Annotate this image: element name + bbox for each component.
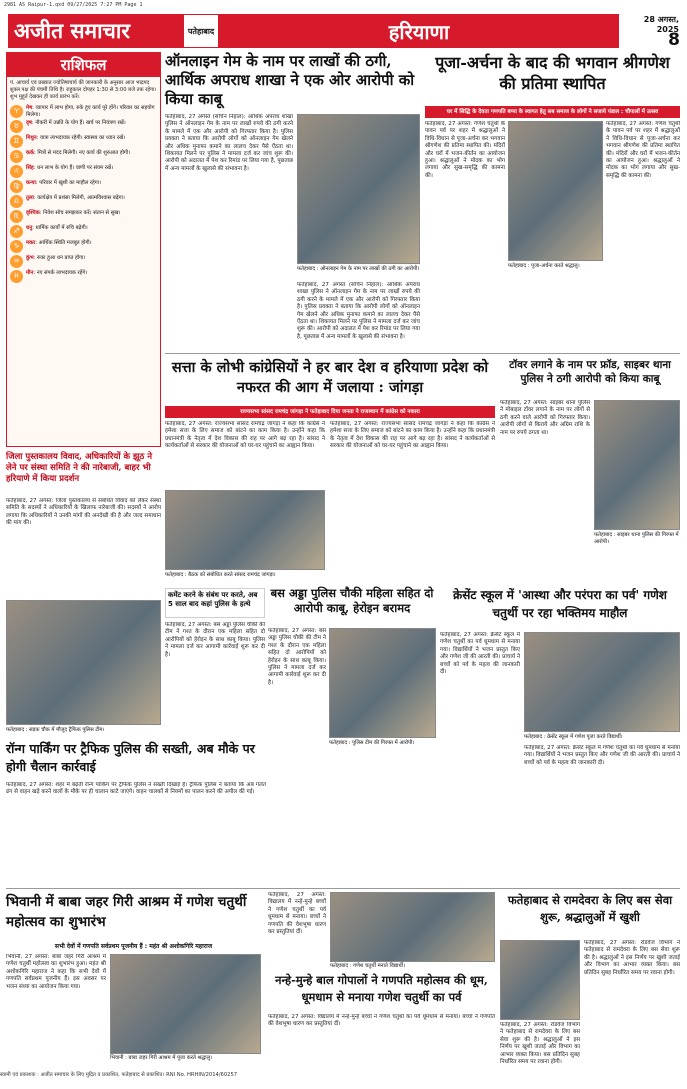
page-number: 8: [668, 30, 680, 50]
section-title: हरियाणा: [219, 14, 619, 48]
sign-name: मेष: [26, 105, 33, 111]
zodiac-icon: ♍: [10, 180, 23, 193]
story9-body: भिवानी, 27 अगस्त: बाबा जहर गिरी आश्रम में गणेश चतुर्थी महोत्सव का शुभारंभ हुआ। महंत श्री अशोकगिरि महाराज ने कहा कि सभी देवों में गणपति सर्वप्रथम पूजनीय हैं। इस अवसर पर भजन संध्या का आयोजन किया गया।: [6, 954, 106, 990]
zodiac-icon: ♐: [10, 225, 23, 238]
story7-photo: [329, 628, 436, 738]
issue-date: 28 अगस्त, 2025: [643, 15, 679, 34]
sign-name: सिंह: [26, 165, 34, 172]
sign-name: कर्क: [26, 150, 34, 157]
zodiac-icon: ♉: [10, 120, 23, 133]
sign-prediction: मित्रों से मदद मिलेगी। नए कार्य की शुरुआत होगी।: [37, 150, 131, 157]
story4-headline: टॉवर लगाने के नाम पर फ्रॉड, साइबर थाना पुलिस ने ठगी आरोपी को किया काबू: [509, 359, 671, 385]
sign-name: मकर: [26, 240, 36, 247]
zodiac-icon: ♒: [10, 255, 23, 268]
zodiac-icon: ♌: [10, 165, 23, 178]
story2-body: फतेहाबाद, 27 अगस्त: गणेश चतुर्थी के पावन पर्व पर शहर में श्रद्धालुओं ने विधि-विधान से पूजा-अर्चना कर भगवान श्रीगणेश की प्रतिमा स्थापित की। मंदिरों और घरों में भजन-कीर्तन का आयोजन हुआ। श्रद्धालुओं ने मोदक का भोग लगाया और सुख-समृद्धि की कामना की।: [425, 121, 505, 179]
sign-prediction: कार्यक्षेत्र में प्रशंसा मिलेगी, आत्मविश्वास बढ़ेगा।: [37, 195, 125, 202]
print-slug: 2981 AS Raipur-1.qxd 09/27/2025 7:27 PM Page 1: [4, 2, 143, 8]
story5-headline: जिला पुस्तकालय विवाद, अधिकारियों के झूठ ने लेने पर संस्था समिति ने की नारेबाजी, बाहर भी हरियाणे में किया प्रदर्शन: [6, 452, 153, 484]
sign-prediction: रुका हुआ धन प्राप्त होगा।: [37, 255, 86, 262]
story3-photo: [165, 490, 325, 570]
story2-caption: फतेहाबाद : पूजा-अर्चना करते श्रद्धालु।: [508, 263, 603, 277]
rashifal-intro: पं. आचार्य एवं प्रख्यात ज्योतिषाचार्य की जानकारी के अनुसार आज भाद्रपद शुक्ल पक्ष की पंचमी तिथि है। राहुकाल दोपहर 1:30 से 3:00 बजे तक रहेगा। शुभ मुहूर्त देखकर ही कार्य प्रारंभ करें।: [10, 80, 157, 100]
story3-body: फतेहाबाद, 27 अगस्त: राज्यसभा सांसद रामचंद्र जांगड़ा ने कहा कि कांग्रेस ने हमेशा सत्ता के लिए समाज को बांटने का काम किया है। उन्होंने कहा कि प्रधानमंत्री के नेतृत्व में देश विकास की राह पर आगे बढ़ रहा है। सांसद ने कार्यकर्ताओं से सरकार की योजनाओं को घर-घर पहुंचाने का आह्वान किया।: [165, 421, 325, 450]
story7-body-cont: फतेहाबाद, 27 अगस्त: बस अड्डा पुलिस चौकी की टीम ने गश्त के दौरान एक महिला सहित दो आरोपियों को हेरोइन के साथ काबू किया। पुलिस ने मामला दर्ज कर आगामी कार्रवाई शुरू कर दी है।: [165, 622, 265, 658]
story2-headline: पूजा-अर्चना के बाद की भगवान श्रीगणेश की प्रतिमा स्थापित: [435, 53, 670, 93]
story3-body-cont: फतेहाबाद, 27 अगस्त: राज्यसभा सांसद रामचंद्र जांगड़ा ने कहा कि कांग्रेस ने हमेशा सत्ता के लिए समाज को बांटने का काम किया है। उन्होंने कहा कि प्रधानमंत्री के नेतृत्व में देश विकास की राह पर आगे बढ़ रहा है। सांसद ने कार्यकर्ताओं से सरकार की योजनाओं को घर-घर पहुंचाने का आह्वान किया।: [330, 421, 495, 450]
sign-prediction: धन लाभ के योग हैं। वाणी पर संयम रखें।: [37, 165, 114, 172]
divider: [165, 353, 680, 354]
zodiac-icon: ♓: [10, 270, 23, 283]
story2-body-cont: फतेहाबाद, 27 अगस्त: गणेश चतुर्थी के पावन पर्व पर शहर में श्रद्धालुओं ने विधि-विधान से पूजा-अर्चना कर भगवान श्रीगणेश की प्रतिमा स्थापित की। मंदिरों और घरों में भजन-कीर्तन का आयोजन हुआ। श्रद्धालुओं ने मोदक का भोग लगाया और सुख-समृद्धि की कामना की।: [606, 121, 680, 179]
edition-city: पतेहाबाद: [183, 14, 219, 48]
story7-headline: बस अड्डा पुलिस चौकी महिला सहित दो आरोपी काबू, हेरोइन बरामद: [270, 586, 434, 615]
zodiac-icon: ♏: [10, 210, 23, 223]
sign-name: मिथुन: [26, 135, 37, 142]
rashifal-list: [7, 104, 160, 284]
story3-kicker: राज्यसभा सांसद रामचंद्र जांगड़ा ने फतेहाबाद दिया जनता ने राजस्थान में कांग्रेस को नकारा: [165, 406, 495, 418]
newspaper-logo: अजीत समाचार: [8, 14, 183, 48]
divider: [6, 888, 680, 889]
story9-photo: [110, 954, 261, 1054]
sign-name: कुंभ: [26, 255, 34, 262]
sign-name: वृश्चिक: [26, 210, 40, 217]
story7-body: फतेहाबाद, 27 अगस्त: बस अड्डा पुलिस चौकी की टीम ने गश्त के दौरान एक महिला सहित दो आरोपियों को हेरोइन के साथ काबू किया। पुलिस ने मामला दर्ज कर आगामी कार्रवाई शुरू कर दी है।: [268, 628, 326, 686]
story7-caption: फतेहाबाद : पुलिस टीम की गिरफ्त में आरोपी।: [329, 740, 436, 754]
story6-headline: रॉन्ग पार्किंग पर ट्रैफिक पुलिस की सख्ती, अब मौके पर होगी चैलान कार्रवाई: [6, 741, 255, 774]
zodiac-icon: ♑: [10, 240, 23, 253]
sign-prediction: यात्रा लाभदायक रहेगी। स्वास्थ्य का ध्यान रखें।: [40, 135, 126, 142]
story10-photo: [330, 892, 495, 962]
story2-photo: [508, 121, 603, 261]
story8-body-cont: फतेहाबाद, 27 अगस्त: क्रेसेंट स्कूल में गणेश चतुर्थी का पर्व धूमधाम से मनाया गया। विद्यार्थियों ने भजन प्रस्तुत किए और गणेश जी की आरती की। प्राचार्य ने बच्चों को पर्व के महत्व की जानकारी दी।: [524, 745, 680, 766]
rashifal-sign-row: ♏ वृश्चिक: निवेश सोच समझकर करें। संतान से सुख।: [7, 209, 160, 224]
story8-headline: क्रेसेंट स्कूल में 'आस्था और परंपरा का पर्व' गणेश चतुर्थी पर रहा भक्तिमय माहौल: [453, 588, 667, 620]
story5-body: फतेहाबाद, 27 अगस्त: जिला पुस्तकालय से संबंधित विवाद को लेकर संस्था समिति के सदस्यों ने अधिकारियों के खिलाफ नारेबाजी की। सदस्यों ने आरोप लगाया कि अधिकारियों ने उनकी मांगों की अनदेखी की है और जल्द समाधान की मांग की।: [6, 498, 161, 527]
story9-kicker: सभी देवों में गणपति सर्वप्रथम पूजनीय हैं : महंत श्री अशोकगिरि महाराज: [54, 943, 213, 950]
sign-prediction: परिवार में खुशी का माहौल रहेगा।: [39, 180, 101, 187]
zodiac-icon: ♋: [10, 150, 23, 163]
sign-prediction: नौकरी में उन्नति के योग हैं। खर्च पर नियंत्रण रखें।: [35, 120, 126, 127]
story1-body: फतेहाबाद, 27 अगस्त (सचिन निहाल): आर्थिक अपराध शाखा पुलिस ने ऑनलाइन गेम के नाम पर लाखों रुपये की ठगी करने के मामले में एक और आरोपी को गिरफ्तार किया है। पुलिस प्रवक्ता ने बताया कि आरोपी लोगों को ऑनलाइन गेम खेलने और अधिक मुनाफा कमाने का लालच देकर पैसे ऐंठता था। शिकायत मिलने पर पुलिस ने मामला दर्ज कर जांच शुरू की। आरोपी को अदालत में पेश कर रिमांड पर लिया गया है, पूछताछ में अन्य मामलों के खुलासे की संभावना है।: [165, 114, 293, 172]
rashifal-title: राशिफल: [7, 53, 160, 77]
story10-caption: फतेहाबाद : गणेश चतुर्थी मनाते विद्यार्थी।: [330, 963, 495, 971]
zodiac-icon: ♈: [10, 105, 23, 118]
story10-headline: नन्हे-मुन्हे बाल गोपालों ने गणपति महोत्सव की धूम, धूमधाम से मनाया गणेश चतुर्थी का पर्व: [275, 973, 488, 1004]
story3-caption: फतेहाबाद : बैठक को संबोधित करते सांसद रामचंद्र जांगड़ा।: [165, 572, 325, 582]
story7-sidebar: कमेंट करने के संबंध पर करते, अब 5 साल बाद कहां पुलिस के हत्थे: [165, 588, 265, 618]
rashifal-sign-row: ♓ मीन: नए संपर्क लाभदायक रहेंगे।: [7, 269, 160, 284]
rashifal-sign-row: ♐ धनु: धार्मिक कार्यों में रुचि बढ़ेगी।: [7, 224, 160, 239]
rashifal-sign-row: ♈ मेष: व्यापार में लाभ होगा, रुके हुए कार्य पूरे होंगे। परिवार का सहयोग मिलेगा।: [7, 104, 160, 119]
story8-caption: फतेहाबाद : क्रेसेंट स्कूल में गणेश पूजा करते विद्यार्थी।: [524, 734, 680, 742]
sign-prediction: नए संपर्क लाभदायक रहेंगे।: [36, 270, 88, 277]
sign-name: कन्या: [26, 180, 36, 187]
sign-prediction: आर्थिक स्थिति मजबूत होगी।: [38, 240, 92, 247]
imprint-line: स्वामी एवं प्रकाशक : अजीत समाचार के लिए मुद्रित व प्रकाशित, फतेहाबाद से प्रकाशित। RNI No. HRHIN/2014/60257: [0, 1072, 238, 1078]
sign-name: मीन: [26, 270, 34, 277]
rashifal-sign-row: ♉ वृष: नौकरी में उन्नति के योग हैं। खर्च पर नियंत्रण रखें।: [7, 119, 160, 134]
rashifal-sign-row: ♋ कर्क: मित्रों से मदद मिलेगी। नए कार्य की शुरुआत होगी।: [7, 149, 160, 164]
story1-body-cont: फतेहाबाद, 27 अगस्त (सचिन निहाल): आर्थिक अपराध शाखा पुलिस ने ऑनलाइन गेम के नाम पर लाखों रुपये की ठगी करने के मामले में एक और आरोपी को गिरफ्तार किया है। पुलिस प्रवक्ता ने बताया कि आरोपी लोगों को ऑनलाइन गेम खेलने और अधिक मुनाफा कमाने का लालच देकर पैसे ऐंठता था। शिकायत मिलने पर पुलिस ने मामला दर्ज कर जांच शुरू की। आरोपी को अदालत में पेश कर रिमांड पर लिया गया है, पूछताछ में अन्य मामलों के खुलासे की संभावना है।: [297, 282, 420, 340]
story5-caption: फतेहाबाद : सड़क चौक में मौजूद ट्रैफिक पुलिस टीम।: [6, 727, 161, 735]
story8-body: फतेहाबाद, 27 अगस्त: क्रेसेंट स्कूल में गणेश चतुर्थी का पर्व धूमधाम से मनाया गया। विद्यार्थियों ने भजन प्रस्तुत किए और गणेश जी की आरती की। प्राचार्य ने बच्चों को पर्व के महत्व की जानकारी दी।: [440, 632, 520, 676]
rashifal-sign-row: ♒ कुंभ: रुका हुआ धन प्राप्त होगा।: [7, 254, 160, 269]
zodiac-icon: ♊: [10, 135, 23, 148]
story11-body: फतेहाबाद, 27 अगस्त: रोडवेज विभाग ने फतेहाबाद से रामदेवरा के लिए बस सेवा शुरू की है। श्रद्धालुओं ने इस निर्णय पर खुशी जताई और विभाग का आभार व्यक्त किया। बस प्रतिदिन सुबह निर्धारित समय पर रवाना होगी।: [584, 940, 680, 976]
rashifal-sign-row: ♊ मिथुन: यात्रा लाभदायक रहेगी। स्वास्थ्य का ध्यान रखें।: [7, 134, 160, 149]
story1-photo: [297, 114, 420, 264]
story4-body: फतेहाबाद, 27 अगस्त: साइबर थाना पुलिस ने मोबाइल टॉवर लगाने के नाम पर लोगों से ठगी करने वाले आरोपी को गिरफ्तार किया। आरोपी लोगों से किराये और अग्रिम राशि के नाम पर रुपये ठगता था।: [500, 400, 590, 436]
rashifal-sign-row: ♍ कन्या: परिवार में खुशी का माहौल रहेगा।: [7, 179, 160, 194]
sign-name: धनु: [26, 225, 33, 232]
sign-name: वृष: [26, 120, 32, 127]
rashifal-box: [6, 52, 161, 447]
story1-headline: ऑनलाइन गेम के नाम पर लाखों की ठगी, आर्थिक अपराध शाखा ने एक ओर आरोपी को किया काबू: [165, 52, 415, 108]
story6-body: फतेहाबाद, 27 अगस्त: शहर में बढ़ती रॉन्ग पार्किंग पर ट्रैफिक पुलिस ने सख्ती दिखाई है। ट्रैफिक पुलिस ने बताया कि अब गलत ढंग से वाहन खड़े करने वालों के मौके पर ही चालान काटे जाएंगे। वाहन चालकों से नियमों का पालन करने की अपील की गई।: [6, 782, 266, 796]
story4-caption: फतेहाबाद : साइबर थाना पुलिस की गिरफ्त में आरोपी।: [594, 532, 679, 545]
story9-headline: भिवानी में बाबा जहर गिरी आश्रम में गणेश चतुर्थी महोत्सव का शुभारंभ: [6, 894, 247, 930]
story11-headline: फतेहाबाद से रामदेवरा के लिए बस सेवा शुरू, श्रद्धालुओं में खुशी: [507, 893, 673, 924]
sign-prediction: निवेश सोच समझकर करें। संतान से सुख।: [43, 210, 121, 217]
rashifal-sign-row: ♌ सिंह: धन लाभ के योग हैं। वाणी पर संयम रखें।: [7, 164, 160, 179]
rashifal-sign-row: ♑ मकर: आर्थिक स्थिति मजबूत होगी।: [7, 239, 160, 254]
story10-side: फतेहाबाद, 27 अगस्त: विद्यालय में नन्हे-मुन्हे बच्चों ने गणेश चतुर्थी का पर्व धूमधाम से मनाया। बच्चों ने गणपति की वेशभूषा धारण कर प्रस्तुतियां दीं।: [268, 892, 326, 936]
zodiac-icon: ♎: [10, 195, 23, 208]
sign-prediction: व्यापार में लाभ होगा, रुके हुए कार्य पूरे होंगे। परिवार का सहयोग मिलेगा।: [26, 105, 155, 118]
rashifal-sign-row: ♎ तुला: कार्यक्षेत्र में प्रशंसा मिलेगी, आत्मविश्वास बढ़ेगा।: [7, 194, 160, 209]
story4-photo: [594, 400, 680, 530]
story3-headline: सत्ता के लोभी कांग्रेसियों ने हर बार देश व हरियाणा प्रदेश को नफरत की आग में जलाया : जांगड़ा: [171, 359, 489, 396]
story11-photo: [500, 940, 580, 1020]
story11-body-cont: फतेहाबाद, 27 अगस्त: रोडवेज विभाग ने फतेहाबाद से रामदेवरा के लिए बस सेवा शुरू की है। श्रद्धालुओं ने इस निर्णय पर खुशी जताई और विभाग का आभार व्यक्त किया। बस प्रतिदिन सुबह निर्धारित समय पर रवाना होगी।: [500, 1022, 580, 1066]
story8-photo: [524, 632, 680, 732]
story1-caption: फतेहाबाद : ऑनलाइन गेम के नाम पर लाखों की ठगी का आरोपी।: [297, 266, 420, 280]
sign-name: तुला: [26, 195, 34, 202]
story2-kicker: घर में सिद्धि के देवता गणपति बप्पा के स्वागत हेतु सब समाज के लोगों ने सजाये पंडाल : चौपालों में उत्सव: [425, 106, 680, 118]
story5-photo: [6, 600, 161, 725]
sign-prediction: धार्मिक कार्यों में रुचि बढ़ेगी।: [35, 225, 88, 232]
story10-body: फतेहाबाद, 27 अगस्त: विद्यालय में नन्हे-मुन्हे बच्चों ने गणेश चतुर्थी का पर्व धूमधाम से मनाया। बच्चों ने गणपति की वेशभूषा धारण कर प्रस्तुतियां दीं।: [268, 1014, 495, 1028]
story9-caption: भिवानी : बाबा जहर गिरी आश्रम में पूजा करते श्रद्धालु।: [110, 1055, 261, 1069]
